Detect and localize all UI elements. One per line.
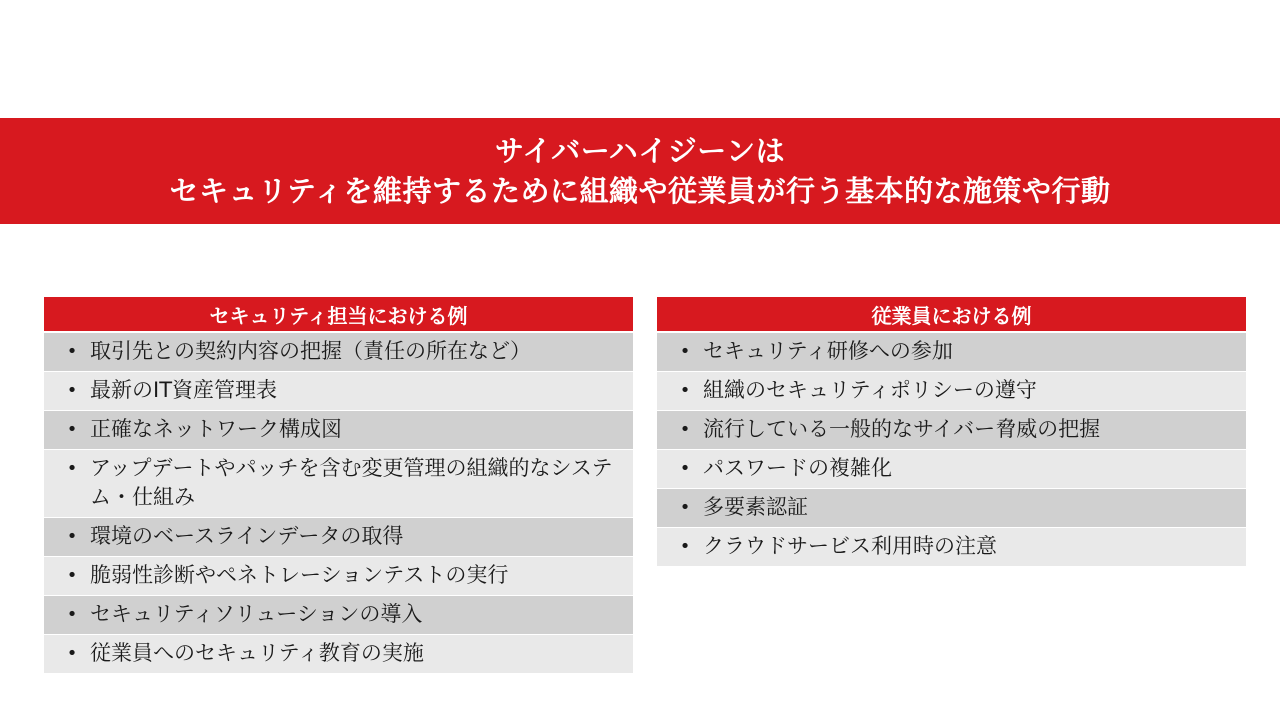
title-line-2: セキュリティを維持するために組織や従業員が行う基本的な施策や行動 bbox=[169, 174, 1111, 208]
list-item bbox=[657, 333, 1246, 372]
list-item bbox=[657, 528, 1246, 567]
list-item-text: 流行している一般的なサイバー脅威の把握 bbox=[703, 417, 1101, 441]
list-item-text: 多要素認証 bbox=[703, 495, 808, 519]
security-staff-list bbox=[44, 333, 633, 674]
list-item bbox=[44, 596, 633, 635]
list-item bbox=[44, 635, 633, 674]
bullet-icon: • bbox=[66, 341, 78, 362]
bullet-icon: • bbox=[66, 419, 78, 440]
bullet-icon: • bbox=[66, 526, 78, 547]
security-staff-column bbox=[44, 297, 633, 674]
list-item bbox=[44, 557, 633, 596]
bullet-icon: • bbox=[679, 497, 691, 518]
list-item-text: クラウドサービス利用時の注意 bbox=[703, 534, 997, 558]
list-item-text: 最新のIT資産管理表 bbox=[90, 378, 278, 402]
list-item-text: 環境のベースラインデータの取得 bbox=[90, 524, 404, 548]
bullet-icon: • bbox=[679, 536, 691, 557]
list-item bbox=[657, 411, 1246, 450]
list-item-text: 取引先との契約内容の把握（責任の所在など） bbox=[90, 339, 531, 363]
list-item bbox=[44, 372, 633, 411]
title-line-1: サイバーハイジーンは bbox=[494, 134, 786, 168]
bullet-icon: • bbox=[679, 380, 691, 401]
list-item bbox=[44, 333, 633, 372]
list-item bbox=[44, 518, 633, 557]
employee-column bbox=[657, 297, 1246, 567]
list-item bbox=[44, 411, 633, 450]
list-item bbox=[44, 450, 633, 518]
list-item bbox=[657, 450, 1246, 489]
bullet-icon: • bbox=[679, 341, 691, 362]
employee-header: 従業員における例 bbox=[657, 297, 1246, 333]
list-item-text: 従業員へのセキュリティ教育の実施 bbox=[90, 641, 424, 665]
bullet-icon: • bbox=[66, 643, 78, 664]
employee-list bbox=[657, 333, 1246, 567]
list-item-text: 脆弱性診断やペネトレーションテストの実行 bbox=[90, 563, 509, 587]
bullet-icon: • bbox=[66, 604, 78, 625]
list-item-text: パスワードの複雑化 bbox=[703, 456, 892, 480]
bullet-icon: • bbox=[679, 458, 691, 479]
list-item-text: セキュリティ研修への参加 bbox=[703, 339, 953, 363]
list-item-text: セキュリティソリューションの導入 bbox=[90, 602, 423, 626]
list-item-text: 正確なネットワーク構成図 bbox=[90, 417, 342, 441]
bullet-icon: • bbox=[66, 380, 78, 401]
list-item-text: アップデートやパッチを含む変更管理の組織的なシステム・仕組み bbox=[90, 456, 613, 509]
bullet-icon: • bbox=[679, 419, 691, 440]
bullet-icon: • bbox=[66, 565, 78, 586]
bullet-icon: • bbox=[66, 458, 78, 479]
list-item-text: 組織のセキュリティポリシーの遵守 bbox=[703, 378, 1037, 402]
list-item bbox=[657, 372, 1246, 411]
security-staff-header: セキュリティ担当における例 bbox=[44, 297, 633, 333]
list-item bbox=[657, 489, 1246, 528]
title-banner bbox=[0, 118, 1280, 224]
